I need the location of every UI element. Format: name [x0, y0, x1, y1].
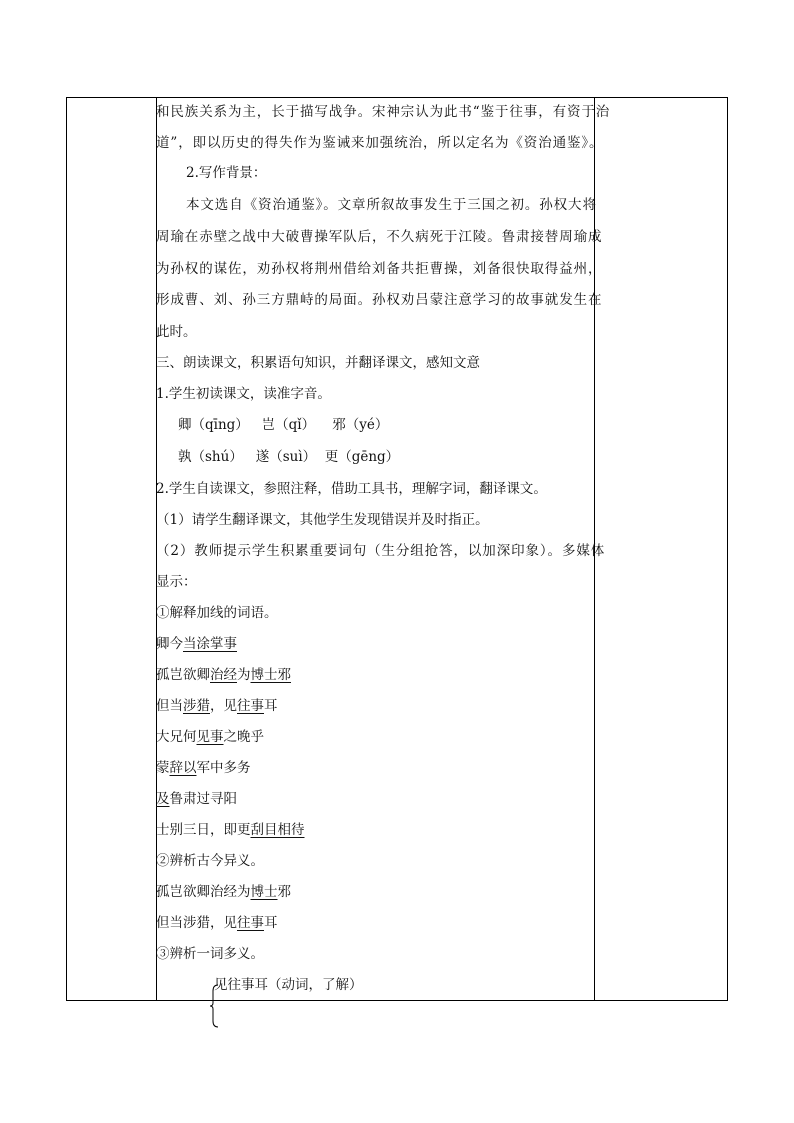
- example-sentence: [156, 820, 305, 840]
- sentence-text: 耳: [264, 915, 278, 931]
- task-heading: ②辨析古今异义。: [156, 853, 264, 869]
- sentence-text: 耳: [264, 698, 278, 714]
- example-sentence: [156, 789, 237, 809]
- underlined-word: 往事: [237, 915, 264, 931]
- task-heading: ①解释加线的词语。: [156, 605, 278, 621]
- paragraph-line: 和民族关系为主，长于描写战争。宋神宗认为此书“鉴于往事，有资于治: [156, 104, 611, 120]
- paragraph-line: 周瑜在赤壁之战中大破曹操军队后，不久病死于江陵。鲁肃接替周瑜成: [156, 229, 603, 245]
- underlined-word: 治经: [210, 667, 237, 683]
- underlined-word: 博士: [250, 667, 278, 683]
- paragraph-line: 为孙权的谋佐，劝孙权将荆州借给刘备共拒曹操，刘备很快取得益州，: [156, 261, 603, 277]
- example-sentence: [156, 634, 237, 654]
- underlined-word: 往事: [237, 698, 264, 714]
- sentence-text: 大兄何: [156, 729, 197, 745]
- paragraph-line: 道”，即以历史的得失作为鉴诫来加强统治，所以定名为《资治通鉴》。: [156, 135, 604, 151]
- sentence-text: 卿今: [156, 636, 183, 652]
- underlined-word: 及: [156, 791, 170, 807]
- sentence-text: 但当涉猎，见: [156, 915, 237, 931]
- section-heading: 2.写作背景：: [186, 165, 267, 181]
- example-sentence: 见往事耳（动词，了解）: [214, 977, 363, 993]
- brace-icon: [210, 984, 220, 1028]
- step-text: 2.学生自读课文，参照注释，借助工具书，理解字词，翻译课文。: [156, 481, 547, 497]
- underlined-word: 涉猎: [183, 698, 210, 714]
- step-text: （2）教师提示学生积累重要词句（生分组抢答，以加深印象）。多媒体: [156, 543, 606, 559]
- sentence-text: 邪: [277, 884, 291, 900]
- underlined-word: 刮目相待: [250, 822, 305, 838]
- example-sentence: [156, 882, 291, 902]
- paragraph-line: 形成曹、刘、孙三方鼎峙的局面。孙权劝吕蒙注意学习的故事就发生在: [156, 292, 603, 308]
- paragraph-line: 本文选自《资治通鉴》。文章所叙故事发生于三国之初。孙权大将: [186, 197, 597, 213]
- underlined-word: 邪: [277, 667, 291, 683]
- step-text: （1）请学生翻译课文，其他学生发现错误并及时指正。: [156, 512, 489, 528]
- sentence-text: 鲁肃过寻阳: [169, 791, 237, 807]
- sentence-text: 孤岂欲卿: [156, 667, 210, 683]
- step-text: 1.学生初读课文，读准字音。: [156, 386, 331, 402]
- pinyin-row: 卿（qīng） 岂（qǐ） 邪（yé）: [178, 417, 389, 433]
- sentence-text: 蒙: [156, 760, 170, 776]
- example-sentence: [156, 758, 251, 778]
- pinyin-row: 孰（shú） 遂（suì） 更（gēng）: [178, 449, 400, 465]
- step-text: 显示：: [156, 574, 197, 590]
- example-sentence: [156, 727, 264, 747]
- example-sentence: [156, 665, 291, 685]
- sentence-text: 之晚乎: [223, 729, 264, 745]
- section-heading: 三、朗读课文，积累语句知识，并翻译课文，感知文意: [156, 355, 480, 371]
- example-sentence: [156, 696, 278, 716]
- example-sentence: [156, 913, 278, 933]
- sentence-text: 但当: [156, 698, 183, 714]
- paragraph-line: 此时。: [156, 324, 197, 340]
- sentence-text: ，见: [210, 698, 237, 714]
- underlined-word: 当涂掌事: [183, 636, 237, 652]
- sentence-text: 军中多务: [196, 760, 251, 776]
- underlined-word: 辞以: [169, 760, 197, 776]
- sentence-text: 孤岂欲卿治经为: [156, 884, 251, 900]
- task-heading: ③辨析一词多义。: [156, 946, 264, 962]
- underlined-word: 博士: [250, 884, 278, 900]
- underlined-word: 见事: [196, 729, 224, 745]
- sentence-text: 为: [237, 667, 251, 683]
- sentence-text: 士别三日，即更: [156, 822, 251, 838]
